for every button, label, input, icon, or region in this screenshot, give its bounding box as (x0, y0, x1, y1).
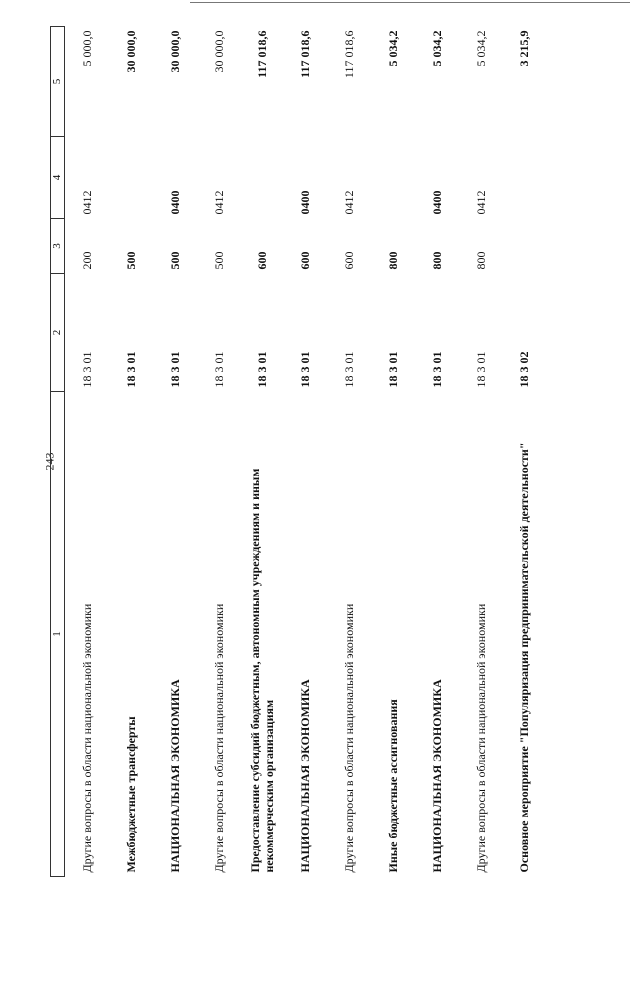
cell-section-subsection: 0400 (429, 190, 444, 215)
cell-target-article: 18 3 01 (429, 351, 444, 388)
header-col-3: 3 (51, 219, 65, 274)
cell-name: Основное мероприятие "Популяризация предпринимательской деятельности" (516, 442, 531, 873)
cell-target-article: 18 3 01 (297, 351, 312, 388)
header-col-5: 5 (51, 27, 65, 137)
cell-amount: 5 034,2 (385, 30, 400, 67)
cell-amount: 117 018,6 (254, 30, 269, 78)
cell-expense-type: 600 (254, 251, 269, 270)
table-row (283, 27, 327, 877)
cell-target-article: 18 3 01 (79, 351, 94, 388)
cell-name: НАЦИОНАЛЬНАЯ ЭКОНОМИКА (429, 679, 444, 873)
table-row (65, 27, 109, 877)
cell-target-article: 18 3 02 (516, 351, 531, 388)
cell-amount: 5 000,0 (79, 30, 94, 67)
cell-name: Иные бюджетные ассигнования (385, 699, 400, 873)
header-col-1: 1 (51, 392, 65, 877)
table-row (109, 27, 153, 877)
cell-section-subsection (241, 137, 283, 219)
cell-amount: 117 018,6 (341, 30, 356, 79)
cell-section-subsection: 0412 (341, 190, 356, 215)
cell-expense-type: 500 (123, 251, 138, 270)
cell-expense-type: 800 (429, 251, 444, 270)
cell-name: НАЦИОНАЛЬНАЯ ЭКОНОМИКА (297, 679, 312, 873)
cell-section-subsection (503, 137, 545, 219)
page-top-rule (190, 2, 630, 3)
cell-target-article: 18 3 01 (473, 351, 488, 388)
table-row (371, 27, 415, 877)
table-row (415, 27, 459, 877)
cell-name: Другие вопросы в области национальной экономики (79, 603, 94, 873)
table-row (241, 27, 283, 877)
cell-section-subsection: 0412 (473, 190, 488, 215)
cell-expense-type: 800 (473, 251, 488, 270)
cell-name: Другие вопросы в области национальной экономики (211, 603, 226, 873)
header-row (51, 27, 65, 877)
cell-amount: 5 034,2 (429, 30, 444, 67)
table-body (65, 27, 545, 877)
cell-target-article: 18 3 01 (341, 351, 356, 388)
table-row (327, 27, 371, 877)
table-row (459, 27, 503, 877)
cell-section-subsection (109, 137, 153, 219)
header-col-4: 4 (51, 137, 65, 219)
cell-expense-type: 600 (297, 251, 312, 270)
cell-expense-type: 800 (385, 251, 400, 270)
table-row (197, 27, 241, 877)
cell-section-subsection: 0412 (211, 190, 226, 215)
cell-amount: 30 000,0 (211, 30, 226, 73)
cell-section-subsection: 0412 (79, 190, 94, 215)
cell-target-article: 18 3 01 (385, 351, 400, 388)
cell-expense-type: 500 (211, 251, 226, 270)
cell-expense-type: 200 (79, 251, 94, 270)
table-row (503, 27, 545, 877)
cell-expense-type (503, 219, 545, 274)
rotated-table-wrapper (50, 27, 590, 877)
cell-target-article: 18 3 01 (167, 351, 182, 388)
budget-table (50, 26, 545, 877)
cell-name: Межбюджетные трансферты (123, 716, 138, 873)
cell-amount: 117 018,6 (297, 30, 312, 78)
page-number: 243 (42, 452, 57, 471)
cell-target-article: 18 3 01 (254, 351, 269, 388)
cell-name: Другие вопросы в области национальной экономики (473, 603, 488, 873)
cell-name: Другие вопросы в области национальной экономики (341, 603, 356, 873)
header-col-2: 2 (51, 274, 65, 392)
cell-target-article: 18 3 01 (123, 351, 138, 388)
cell-expense-type: 500 (167, 251, 182, 270)
cell-section-subsection: 0400 (297, 190, 312, 215)
cell-target-article: 18 3 01 (211, 351, 226, 388)
cell-name: НАЦИОНАЛЬНАЯ ЭКОНОМИКА (167, 679, 182, 873)
cell-amount: 30 000,0 (167, 30, 182, 73)
cell-expense-type: 600 (341, 251, 356, 270)
cell-amount: 30 000,0 (123, 30, 138, 73)
cell-section-subsection (371, 137, 415, 219)
cell-name: Предоставление субсидий бюджетным, автономным учреждениям и иным некоммерческим организациям (247, 468, 276, 873)
cell-amount: 5 034,2 (473, 30, 488, 67)
table-canvas (51, 30, 640, 992)
table-header (51, 27, 65, 877)
cell-section-subsection: 0400 (167, 190, 182, 215)
cell-amount: 3 215,9 (516, 30, 531, 67)
table-row (153, 27, 197, 877)
